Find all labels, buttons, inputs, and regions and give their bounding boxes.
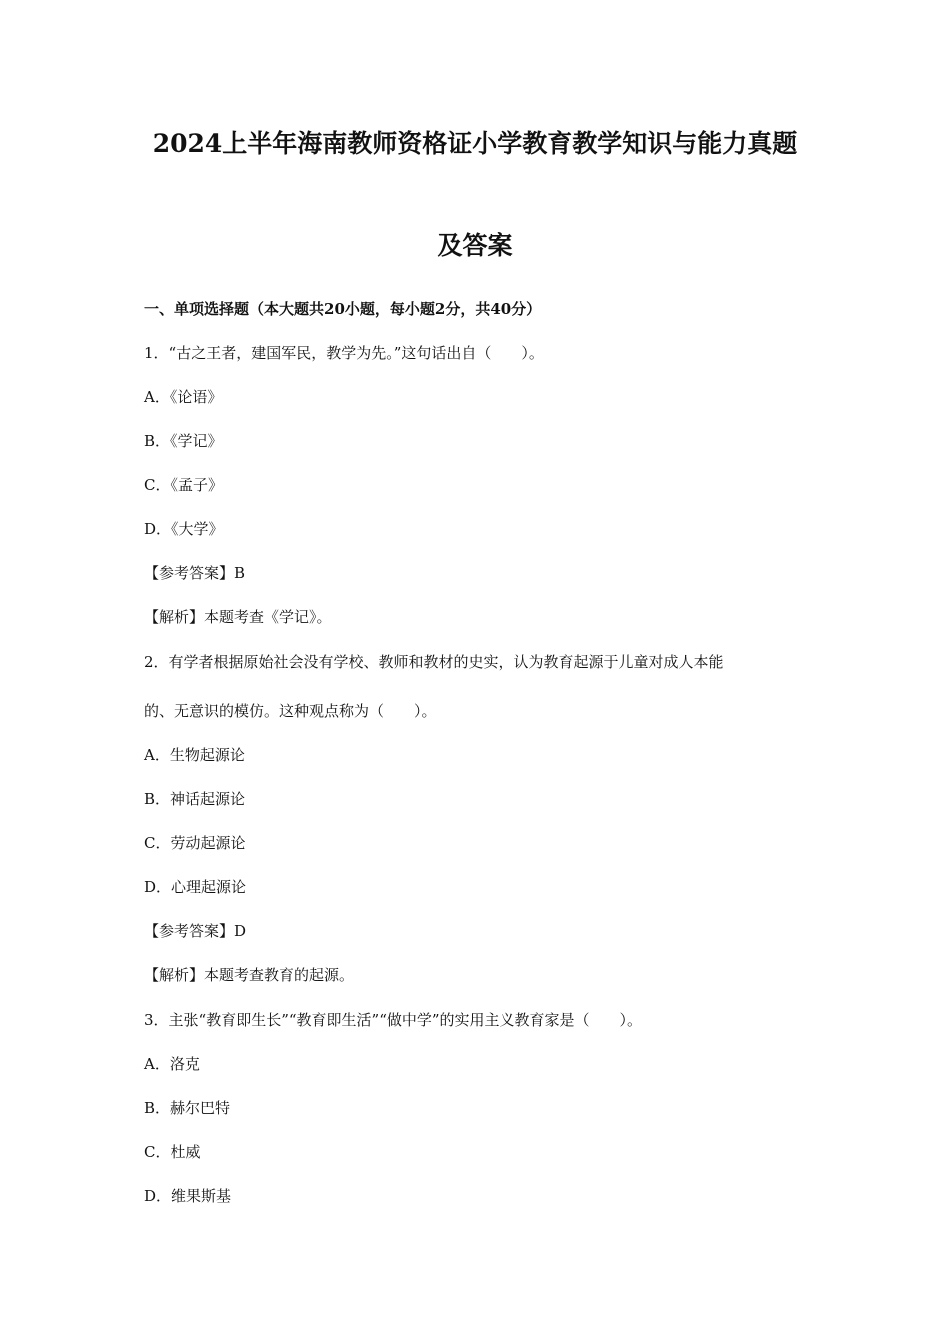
question-1-option-a: A．《论语》 (144, 388, 223, 406)
question-1-analysis: 【解析】本题考查《学记》。 (144, 608, 332, 626)
question-1-answer: 【参考答案】B (144, 564, 246, 582)
document-title-continued: 及答案 (437, 231, 513, 260)
question-1-option-c: C．《孟子》 (144, 476, 223, 494)
section-heading: 一、单项选择题（本大题共20小题，每小题2分，共40分） (144, 300, 542, 318)
question-3-option-b: B．赫尔巴特 (144, 1099, 231, 1117)
question-2-option-c: C．劳动起源论 (144, 834, 246, 852)
question-1-option-b: B．《学记》 (144, 432, 223, 450)
question-1-option-d: D．《大学》 (144, 520, 224, 538)
question-3-option-c: C．杜威 (144, 1143, 201, 1161)
question-2-option-d: D．心理起源论 (144, 878, 247, 896)
question-2-answer: 【参考答案】D (144, 922, 247, 940)
question-2-stem-line1: 2．有学者根据原始社会没有学校、教师和教材的史实，认为教育起源于儿童对成人本能 (144, 653, 724, 671)
question-1-stem: 1．“古之王者，建国军民，教学为先。”这句话出自（ ）。 (144, 344, 544, 362)
question-3-stem: 3．主张“教育即生长”“教育即生活”“做中学”的实用主义教育家是（ ）。 (144, 1011, 643, 1029)
document-title: 2024上半年海南教师资格证小学教育教学知识与能力真题 (152, 129, 798, 158)
question-2-option-b: B．神话起源论 (144, 790, 246, 808)
question-3-option-a: A．洛克 (144, 1055, 200, 1073)
question-3-option-d: D．维果斯基 (144, 1187, 232, 1205)
question-2-stem-line2: 的、无意识的模仿。这种观点称为（ ）。 (144, 702, 437, 720)
question-2-analysis: 【解析】本题考查教育的起源。 (144, 966, 355, 984)
question-2-option-a: A．生物起源论 (144, 746, 245, 764)
